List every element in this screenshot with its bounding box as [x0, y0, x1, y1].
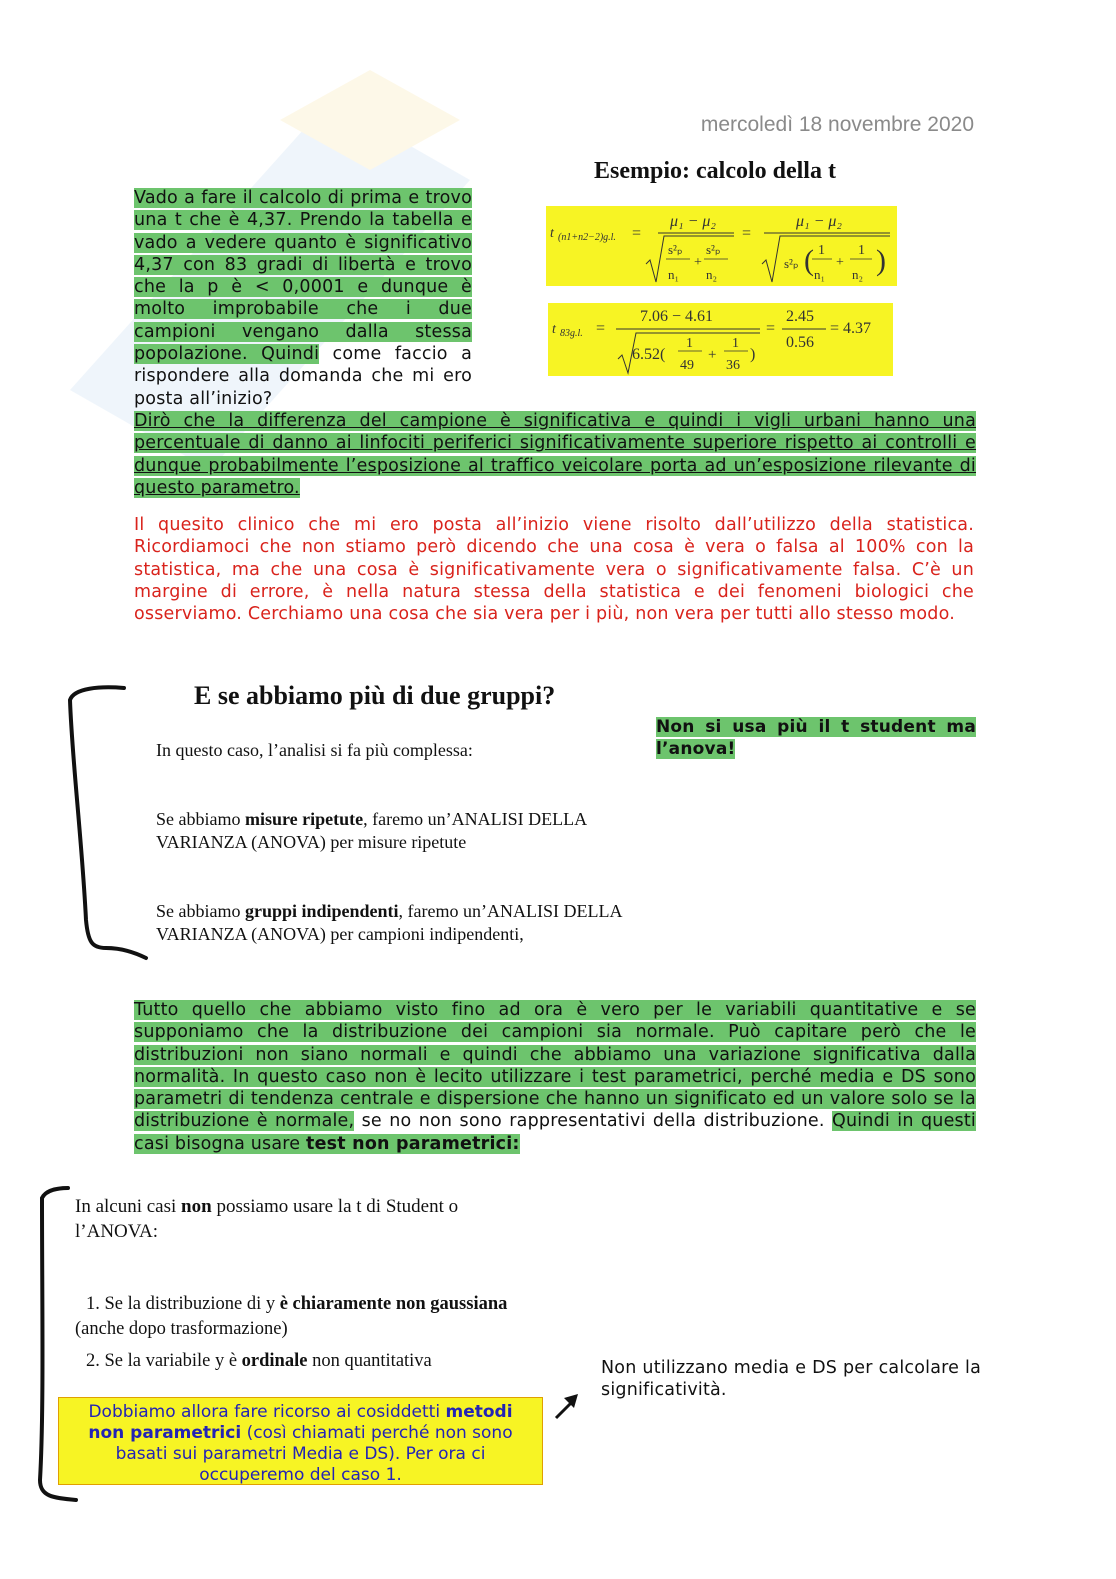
nonparametric-paragraph: Tutto quello che abbiamo visto fino ad ora è vero per le variabili quantitative e se supponiamo che la distribuzione dei campioni sia normale. Può capitare però che le distribuzioni non siano normali e quindi che abbiamo una variazione significativa dalla normalità. In questo caso non è lecito utilizzare i test parametrici, perché media e DS sono parametri di tendenza centrale e dispersione che hanno un significato ed un valore solo se la distribuzione è normale, se no non sono rappresentativi della distribuzione. Quindi in questi casi bisogna usare test non parametrici: [134, 1000, 976, 1154]
anova-note: Non si usa più il t student ma l’anova! [656, 717, 976, 760]
svg-text:): ) [750, 346, 756, 363]
handwritten-bracket-1 [60, 680, 160, 970]
svg-text:=: = [596, 320, 606, 337]
clinical-conclusion-paragraph: Il quesito clinico che mi ero posta all’inizio viene risolto dall’utilizzo della statistica. Ricordiamoci che non stiamo però dicendo che una cosa è vera o falsa al 100% con la statistica, ma che una cosa è significativamente vera o significativamente falsa. C’è un margine di errore, è nella natura stessa della statistica e dei fenomeni biologici che osserviamo. Cerchiamo una cosa che sia vera per i più, non vera per tutti allo stesso modo. [134, 515, 974, 625]
svg-text:=: = [766, 320, 776, 337]
independent-bold: gruppi indipendenti [244, 901, 399, 921]
formula-box-numeric [548, 303, 893, 376]
svg-text:1: 1 [732, 336, 739, 351]
svg-text:= 4.37: = 4.37 [830, 320, 872, 337]
svg-text:49: 49 [680, 358, 694, 373]
formula-general-svg [546, 206, 897, 286]
svg-text:): ) [876, 244, 886, 277]
repeated-measures-text: Se abbiamo misure ripetute, faremo un’ANALISI DELLA VARIANZA (ANOVA) per misure ripetute [156, 809, 587, 852]
groups-intro: In questo caso, l’analisi si fa più complessa: [156, 740, 473, 760]
nonparam-bold: test non parametrici: [306, 1133, 520, 1154]
svg-text:(: ( [804, 244, 814, 277]
intro-conclusion: Dirò che la differenza del campione è significativa e quindi i vigli urbani hanno una percentuale di danno ai linfociti periferici significativamente superiore rispetto ai controlli e dunque probabilmente l’esposizione al traffico veicolare porta ad un’esposizione rilevante di questo parametro. [134, 411, 976, 498]
svg-text:s²ₚ: s²ₚ [784, 256, 799, 271]
intro-highlight: Vado a fare il calcolo di prima e trovo una t che è 4,37. Prendo la tabella e vado a vedere quanto è significativo 4,37 con 83 gradi di libertà e trovo che la p è < 0,0001 e dunque è molto improbabile che i due campioni vengano dalla stessa popolazione. Quindi [134, 188, 472, 365]
svg-text:n₁: n₁ [668, 267, 680, 282]
independent-groups-text: Se abbiamo gruppi indipendenti, faremo un’ANALISI DELLA VARIANZA (ANOVA) per campioni indipendenti, [156, 901, 622, 944]
svg-text:t: t [550, 226, 554, 241]
side-note: Non utilizzano media e DS per calcolare la significatività. [601, 1358, 981, 1401]
svg-text:1: 1 [686, 336, 693, 351]
svg-text:36: 36 [726, 358, 740, 373]
nonparam-plain: se no non sono rappresentativi della distribuzione. [354, 1111, 832, 1132]
svg-text:(n1+n2−2)g.l.: (n1+n2−2)g.l. [558, 232, 616, 243]
svg-text:1: 1 [818, 243, 825, 258]
svg-text:n₂: n₂ [706, 267, 718, 282]
svg-text:7.06 − 4.61: 7.06 − 4.61 [640, 308, 714, 325]
svg-text:μ₁ − μ₂: μ₁ − μ₂ [670, 213, 716, 230]
svg-text:=: = [632, 225, 642, 242]
svg-text:+: + [836, 255, 844, 270]
example-title: Esempio: calcolo della t [594, 158, 836, 184]
page-date: mercoledì 18 novembre 2020 [700, 113, 974, 136]
svg-text:83g.l.: 83g.l. [560, 328, 583, 339]
svg-text:s²ₚ: s²ₚ [668, 242, 683, 257]
svg-text:+: + [708, 347, 717, 363]
svg-text:μ₁ − μ₂: μ₁ − μ₂ [796, 213, 842, 230]
case-2: 2. Se la variabile y è ordinale non quantitativa [86, 1351, 432, 1371]
svg-text:6.52(: 6.52( [632, 346, 666, 363]
intro-conclusion-block [134, 410, 976, 499]
svg-text:n₂: n₂ [852, 267, 864, 282]
intro-paragraph [134, 187, 472, 410]
svg-text:t: t [552, 322, 556, 337]
arrow-icon [552, 1392, 582, 1422]
svg-text:+: + [694, 255, 702, 270]
cases-intro: In alcuni casi non possiamo usare la t di Student o l’ANOVA: [75, 1196, 459, 1242]
formula-numeric-svg [548, 303, 893, 376]
nonparam-highlight: Tutto quello che abbiamo visto fino ad ora è vero per le variabili quantitative e se supponiamo che la distribuzione dei campioni sia normale. Può capitare però che le distribuzioni non siano normali e quindi che abbiamo una variazione significativa dalla normalità. In questo caso non è lecito utilizzare i test parametrici, perché media e DS sono parametri di tendenza centrale e dispersione che hanno un significato ed un valore solo se la distribuzione è normale, [134, 1000, 976, 1132]
case-1: 1. Se la distribuzione di y è chiaramente non gaussiana (anche dopo trasformazione) [75, 1294, 508, 1339]
nonparametric-methods-box: Dobbiamo allora fare ricorso ai cosiddetti metodi non parametrici (così chiamati perché non sono basati sui parametri Media e DS). Per ora ci occuperemo del caso 1. [58, 1397, 543, 1485]
svg-text:2.45: 2.45 [786, 308, 814, 325]
formula-box-general [546, 206, 897, 286]
svg-text:=: = [742, 225, 752, 242]
svg-text:s²ₚ: s²ₚ [706, 242, 721, 257]
svg-text:0.56: 0.56 [786, 334, 814, 351]
svg-text:n₁: n₁ [814, 267, 826, 282]
groups-title: E se abbiamo più di due gruppi? [194, 681, 556, 710]
svg-text:1: 1 [858, 243, 865, 258]
intro-plain: come faccio a rispondere alla domanda che mi ero posta all’inizio? [134, 344, 473, 409]
repeated-bold: misure ripetute [244, 809, 364, 829]
